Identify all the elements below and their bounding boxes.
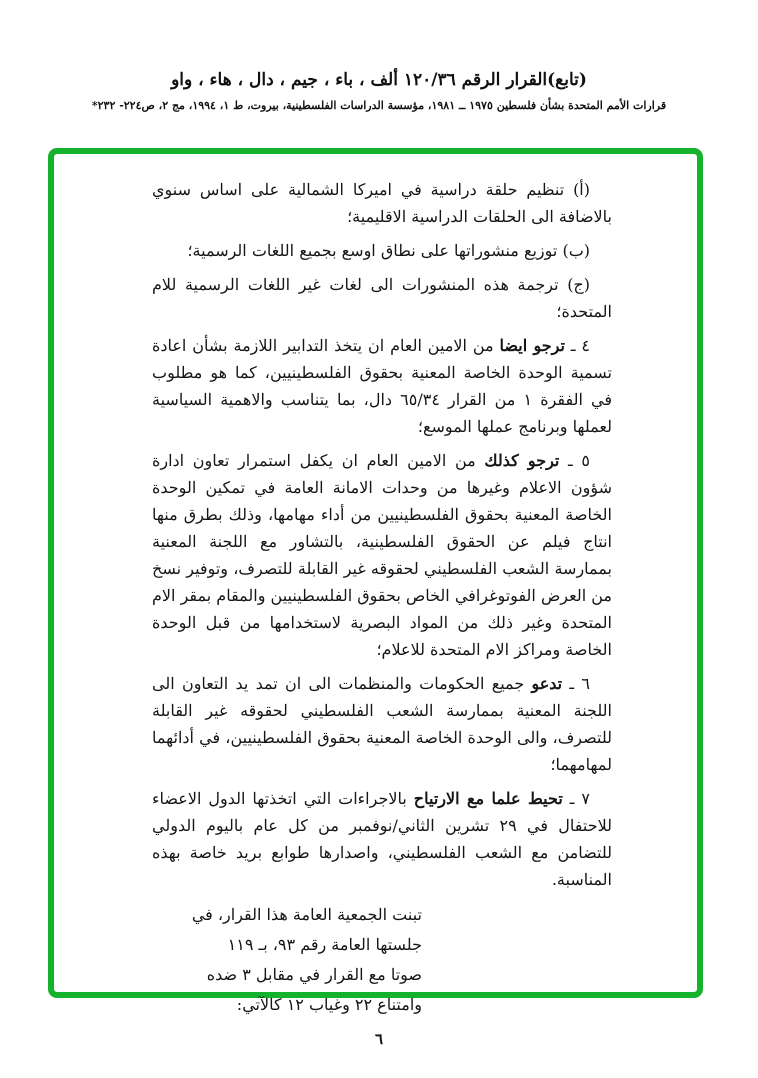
content-border-box	[48, 148, 703, 1014]
paragraph-lead-in: تحيط علما مع الارتياح	[413, 789, 563, 808]
adoption-note-line: تبنت الجمعية العامة هذا القرار، في	[191, 905, 422, 924]
paragraph-lead-in: ترجو ايضا	[499, 336, 565, 355]
adoption-note	[170, 900, 422, 1020]
paragraph-text: ٥ ـ	[559, 451, 591, 470]
paragraph-text: ٧ ـ	[562, 789, 591, 808]
page-number: ٦	[374, 1030, 384, 1048]
paragraph-text: ٦ ـ	[562, 674, 590, 693]
paragraph-text: من الامين العام ان يتخذ التدابير اللازمة بشأن اعادة تسمية الوحدة الخاصة المعنية بحقوق الفلسطينيين، كما هو مطلوب في الفقرة ١ من القرار ٦٥/٣٤ دال، بما يتناسب والاهمية السياسية لعملها وبرنامج عملها الموسع؛	[152, 336, 613, 436]
document-header	[0, 70, 758, 112]
resolution-item-b	[152, 237, 612, 264]
paragraph-list	[152, 176, 612, 893]
paragraph-text: جميع الحكومات والمنظمات الى ان تمد يد التعاون الى اللجنة المعنية بممارسة الشعب الفلسطيني لحقوقه غير القابلة للتصرف، والى الوحدة الخاصة المعنية بحقوق الفلسطينيين، في أدائهما لمهامهما؛	[152, 674, 612, 774]
adoption-note-line: جلستها العامة رقم ٩٣، بـ ١١٩	[227, 935, 422, 954]
paragraph-lead-in: ترجو كذلك	[484, 451, 560, 470]
adoption-note-line: وامتناع ٢٢ وغياب ١٢ كالآتي:	[236, 995, 422, 1014]
adoption-note-line: صوتا مع القرار في مقابل ٣ ضده	[206, 965, 422, 984]
resolution-para-5	[152, 447, 612, 663]
paragraph-text: (ب) توزيع منشوراتها على نطاق اوسع بجميع اللغات الرسمية؛	[187, 241, 590, 260]
paragraph-text: بالاجراءات التي اتخذتها الدول الاعضاء للاحتفال في ٢٩ تشرين الثاني/نوفمبر من كل عام باليوم الدولي للتضامن مع الشعب الفلسطيني، واصدارها طوابع بريد خاصة بهذه المناسبة.	[152, 789, 613, 889]
paragraph-text: (أ) تنظيم حلقة دراسية في اميركا الشمالية على اساس سنوي بالاضافة الى الحلقات الدراسية الاقليمية؛	[152, 180, 612, 226]
paragraph-text: من الامين العام ان يكفل استمرار تعاون ادارة شؤون الاعلام وغيرها من وحدات الامانة العامة في تمكين الوحدة الخاصة المعنية بحقوق الفلسطينيين من أداء مهامها، وذلك بطرق منها انتاج فيلم عن الحقوق الفلسطينية، بالتشاور مع اللجنة المعنية بممارسة الشعب الفلسطيني لحقوقه غير القابلة للتصرف، وتوفير نسخ من العرض الفوتوغرافي الخاص بحقوق الفلسطينيين والمقام بمقر الام المتحدة وغير ذلك من المواد البصرية لاستخدامها من قبل الوحدة الخاصة ومراكز الام المتحدة للاعلام؛	[152, 451, 612, 659]
resolution-para-7	[152, 785, 612, 893]
resolution-item-c	[152, 271, 612, 325]
resolution-para-4	[152, 332, 612, 440]
resolution-title: (تابع)القرار الرقم ١٢٠/٣٦ ألف ، باء ، جيم ، دال ، هاء ، واو	[171, 70, 587, 90]
paragraph-lead-in: تدعو	[531, 674, 563, 693]
source-citation: قرارات الأمم المتحدة بشأن فلسطين ١٩٧٥ ــ ١٩٨١، مؤسسة الدراسات الفلسطينية، بيروت، ط ١، ١٩٩٤، مج ٢، ص٢٢٤- ٢٣٢*	[91, 99, 667, 112]
resolution-item-a	[152, 176, 612, 230]
paragraph-text: (ج) ترجمة هذه المنشورات الى لغات غير اللغات الرسمية للام المتحدة؛	[152, 275, 612, 321]
resolution-body	[152, 176, 612, 1020]
resolution-para-6	[152, 670, 612, 778]
paragraph-text: ٤ ـ	[564, 336, 591, 355]
